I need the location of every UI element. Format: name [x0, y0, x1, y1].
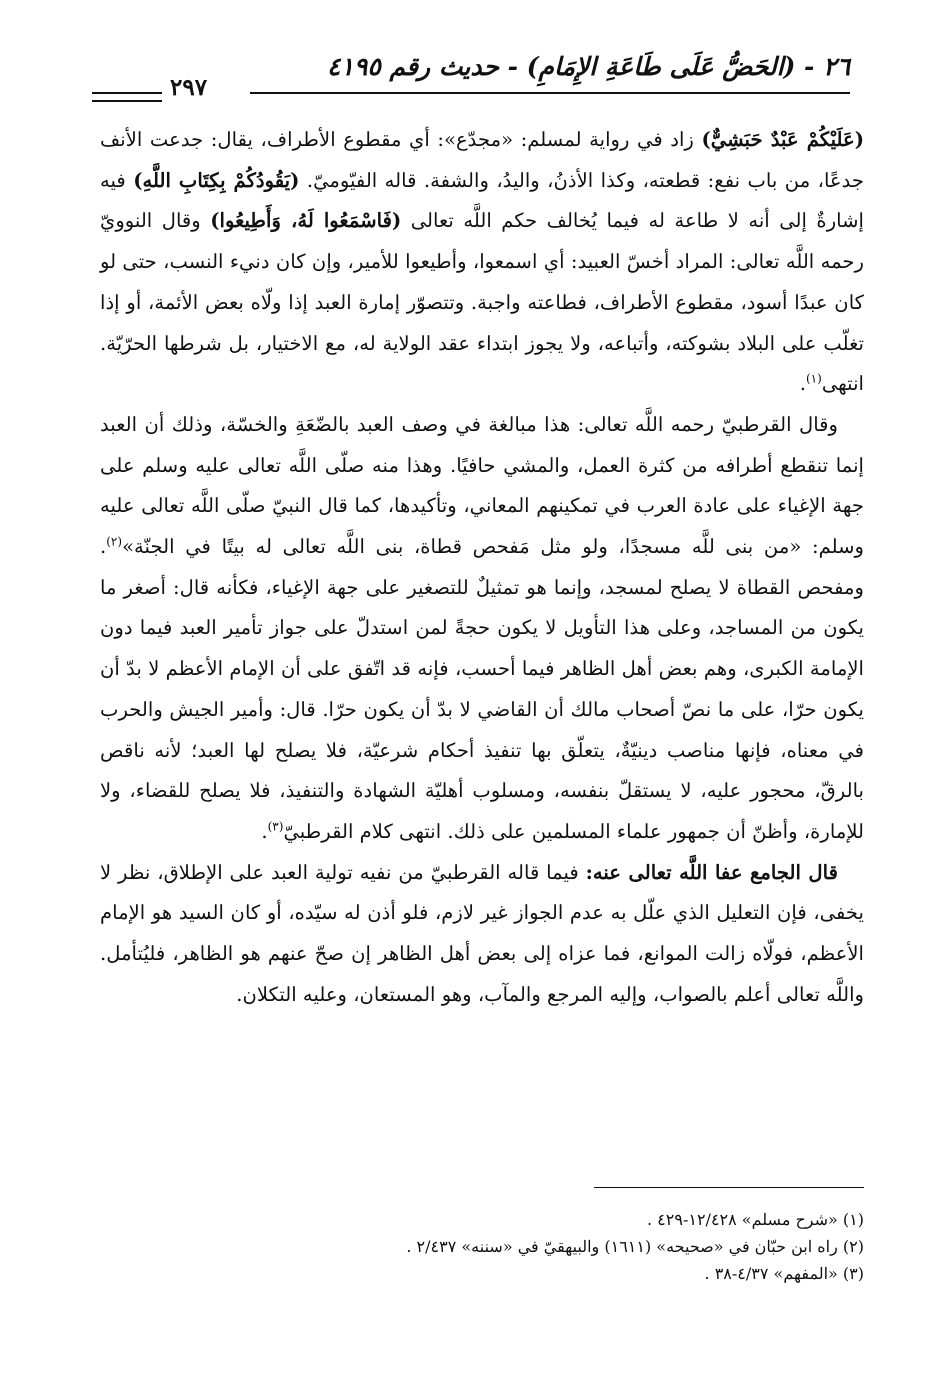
running-chapter-title: ٢٦ - (الحَضُّ عَلَى طَاعَةِ الإِمَامِ) - حديث رقم ٤١٩٥ [327, 52, 850, 81]
paragraph-text: فيه إشارةٌ إلى أنه لا طاعة له فيما يُخالف حكم اللَّه تعالى [100, 168, 864, 233]
header-double-rule-top [92, 92, 162, 94]
footnote-separator [594, 1187, 864, 1188]
quoted-hadith-phrase: (عَلَيْكُمْ عَبْدٌ حَبَشِيٌّ) [701, 128, 864, 151]
footnote-1: (١) «شرح مسلم» ١٢/٤٢٨-٤٢٩ . [647, 1210, 864, 1229]
paragraph-text: . [261, 819, 268, 843]
header-rule [250, 92, 850, 94]
paragraph [100, 853, 864, 1016]
commentary-body [100, 120, 864, 1015]
quoted-hadith-phrase: (فَاسْمَعُوا لَهُ، وَأَطِيعُوا) [210, 209, 402, 233]
page-number: ٢٩٧ [170, 74, 208, 101]
footnote-ref[interactable]: (٢) [106, 534, 123, 549]
footnote-3: (٣) «المفهم» ٤/٣٧-٣٨ . [704, 1264, 864, 1283]
paragraph-text: زاد في رواية لمسلم: «مجدّع»: أي مقطوع الأطراف، يقال: جدعت الأنف جدعًا، من باب نفع: قطعته، وكذا الأذنُ، واليدُ، والشفة. قاله الفيّوميّ. [100, 128, 865, 192]
paragraph-text: فيما قاله القرطبيّ من نفيه تولية العبد على الإطلاق، نظر لا يخفى، فإن التعليل الذي علّل به عدم الجواز غير لازم، فلو أذن له سيّده، أو كان السيد هو الإمام الأعظم، فولّاه زالت الموانع، فما عزاه إلى بعض أهل الظاهر إن صحّ عنهم هو الظاهر، فليُتأمل. واللَّه تعالى أعلم بالصواب، وإليه المرجع والمآب، وهو المستعان، وعليه التكلان. [100, 860, 864, 1006]
quoted-hadith-phrase: قال الجامع عفا اللَّه تعالى عنه: [585, 860, 838, 884]
footnote-2: (٢) راه ابن حبّان في «صحيحه» (١٦١١) والبيهقيّ في «سننه» ٢/٤٣٧ . [406, 1237, 864, 1256]
footnote-ref[interactable]: (١) [805, 371, 822, 386]
page-header [92, 52, 850, 102]
paragraph [100, 405, 864, 853]
paragraph-text: . [799, 372, 806, 396]
paragraph-text: وقال القرطبيّ رحمه اللَّه تعالى: هذا مبالغة في وصف العبد بالضّعَةِ والخسّة، وذلك أن العبد إنما تنقطع أطرافه من كثرة العمل، والمشي حافيًا. وهذا منه صلّى اللَّه تعالى عليه وسلم على جهة الإغياء على عادة العرب في تمكينهم المعاني، وتأكيدها، كما قال النبيّ صلّى اللَّه تعالى عليه وسلم: «من بنى للَّه مسجدًا، ولو مثل مَفحص قطاة، بنى اللَّه تعالى له بيتًا في الجنّة» [100, 412, 864, 559]
footnote-ref[interactable]: (٣) [267, 819, 284, 834]
footnotes [100, 1206, 864, 1287]
header-double-rule-bottom [92, 100, 162, 102]
paragraph-text: . ومفحص القطاة لا يصلح لمسجد، وإنما هو تمثيلٌ للتصغير على جهة الإغياء، فكأنه قال: أصغر ما يكون من المساجد، وعلى هذا التأويل لا يكون حجةً لمن استدلّ على جواز تأمير العبد فيما دون الإمامة الكبرى، وهم بعض أهل الظاهر فيما أحسب، فإنه قد اتّفق على أن الإمام الأعظم لا بدّ أن يكون حرّا، على ما نصّ أصحاب مالك أن القاضي لا بدّ أن يكون حرّا. قال: وأمير الجيش والحرب في معناه، فإنها مناصب دينيّةٌ، يتعلّق بها تنفيذ أحكام شرعيّة، فلا يصلح لها العبد؛ لأنه ناقص بالرقّ، محجور عليه، لا يستقلّ بنفسه، ومسلوب أهليّة الشهادة والتنفيذ، فلا يصلح للقضاء، ولا للإمارة، وأظنّ أن جمهور علماء المسلمين على ذلك. انتهى كلام القرطبيّ [100, 535, 864, 843]
quoted-hadith-phrase: (يَقُودُكُمْ بِكِتَابِ اللَّهِ) [133, 168, 300, 192]
paragraph-text: وقال النوويّ رحمه اللَّه تعالى: المراد أخسّ العبيد: أي اسمعوا، وأطيعوا للأمير، وإن كان دنيء النسب، حتى لو كان عبدًا أسود، مقطوع الأطراف، فطاعته واجبة. وتتصوّر إمارة العبد إذا ولّاه بعض الأئمة، أو إذا تغلّب على البلاد بشوكته، وأتباعه، ولا يجوز ابتداء عقد الولاية له، مع الاختيار، بل شرطها الحرّيّة. انتهى [100, 209, 864, 396]
paragraph [100, 120, 864, 405]
